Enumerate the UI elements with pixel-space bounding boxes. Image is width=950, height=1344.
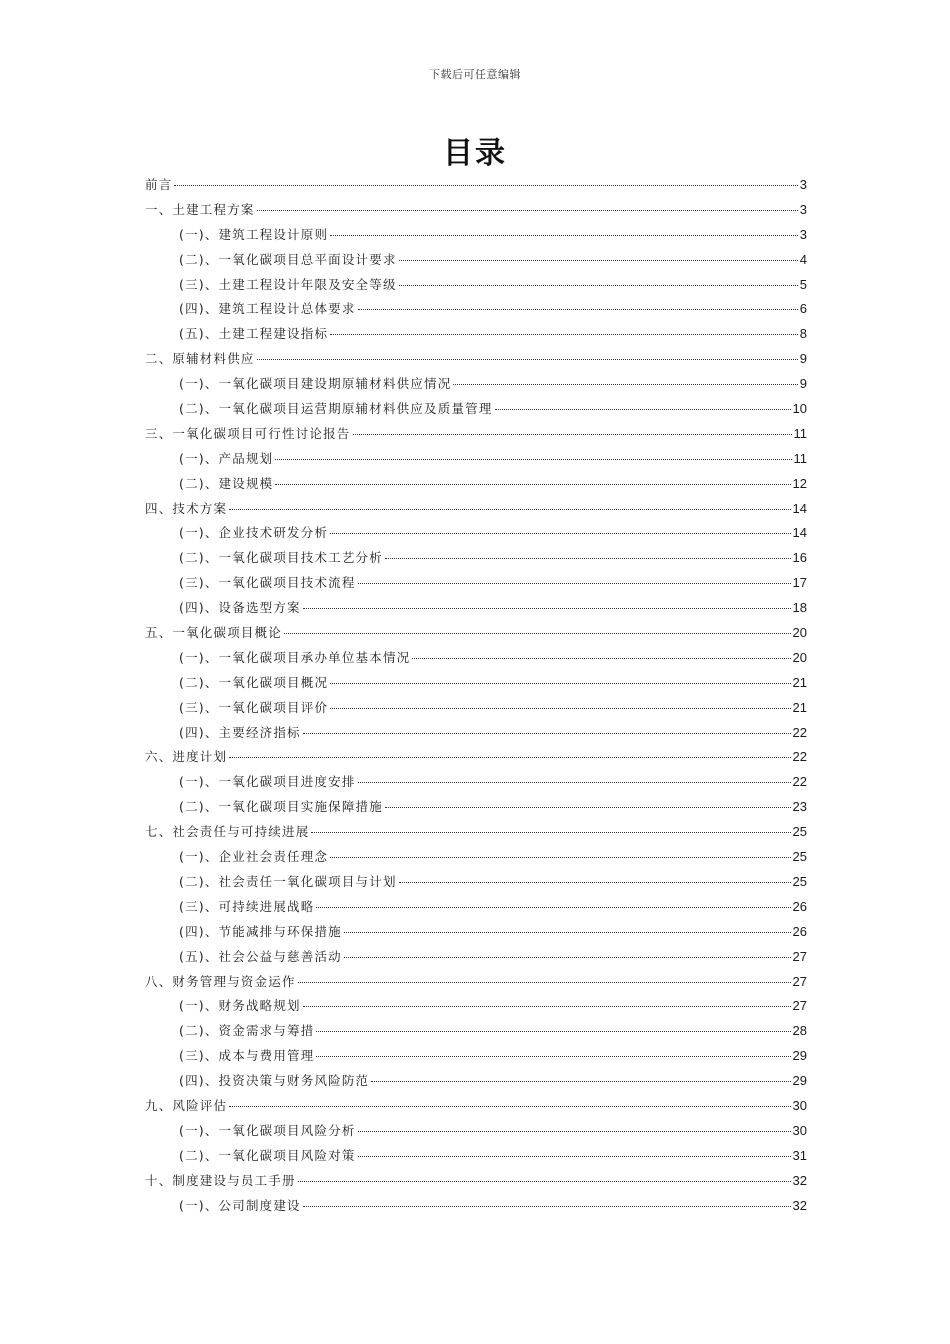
toc-entry-page: 14 [792, 500, 807, 516]
toc-entry-label: (三)、可持续进展战略 [179, 898, 315, 914]
toc-entry[interactable] [145, 996, 807, 1021]
toc-entry-label: (二)、一氧化碳项目概况 [179, 674, 329, 690]
toc-entry-page: 25 [792, 873, 807, 889]
toc-entry[interactable] [145, 349, 807, 374]
toc-entry-page: 4 [799, 251, 807, 267]
dot-leader [358, 1156, 791, 1157]
dot-leader [316, 1031, 790, 1032]
toc-entry-label: (二)、一氧化碳项目技术工艺分析 [179, 550, 383, 566]
toc-entry[interactable] [145, 747, 807, 772]
toc-entry-label: (三)、成本与费用管理 [179, 1048, 315, 1064]
toc-entry[interactable] [145, 822, 807, 847]
dot-leader [385, 558, 791, 559]
toc-entry-label: 九、风险评估 [145, 1097, 228, 1113]
toc-entry[interactable] [145, 474, 807, 499]
toc-entry[interactable] [145, 324, 807, 349]
toc-entry-label: (一)、产品规划 [179, 450, 274, 466]
table-of-contents [145, 175, 807, 1220]
dot-leader [229, 757, 790, 758]
toc-entry-label: (四)、主要经济指标 [179, 724, 301, 740]
toc-entry[interactable] [145, 698, 807, 723]
toc-entry-page: 30 [792, 1097, 807, 1113]
toc-entry[interactable] [145, 1071, 807, 1096]
dot-leader [284, 633, 791, 634]
dot-leader [330, 683, 790, 684]
toc-entry-page: 12 [792, 475, 807, 491]
toc-entry-label: (一)、财务战略规划 [179, 998, 301, 1014]
toc-entry[interactable] [145, 175, 807, 200]
toc-entry-label: (五)、土建工程建设指标 [179, 326, 329, 342]
toc-entry-label: (二)、一氧化碳项目实施保障措施 [179, 799, 383, 815]
toc-entry-label: (四)、建筑工程设计总体要求 [179, 301, 356, 317]
toc-entry[interactable] [145, 1046, 807, 1071]
toc-entry-label: 五、一氧化碳项目概论 [145, 625, 283, 641]
toc-entry-page: 5 [799, 276, 807, 292]
dot-leader [399, 260, 798, 261]
toc-entry-page: 27 [792, 973, 807, 989]
toc-entry-label: 三、一氧化碳项目可行性讨论报告 [145, 425, 351, 441]
toc-entry[interactable] [145, 648, 807, 673]
toc-entry[interactable] [145, 772, 807, 797]
toc-entry-page: 11 [793, 425, 807, 441]
toc-entry[interactable] [145, 200, 807, 225]
dot-leader [330, 857, 790, 858]
toc-entry-page: 28 [792, 1023, 807, 1039]
dot-leader [298, 1181, 791, 1182]
dot-leader [229, 509, 790, 510]
toc-entry[interactable] [145, 275, 807, 300]
toc-entry-page: 26 [792, 898, 807, 914]
dot-leader [257, 359, 798, 360]
toc-entry-page: 3 [799, 226, 807, 242]
toc-entry[interactable] [145, 449, 807, 474]
toc-entry[interactable] [145, 573, 807, 598]
toc-entry[interactable] [145, 299, 807, 324]
toc-entry[interactable] [145, 1096, 807, 1121]
toc-entry[interactable] [145, 225, 807, 250]
toc-entry-page: 22 [792, 774, 807, 790]
dot-leader [311, 832, 790, 833]
toc-entry-page: 8 [799, 326, 807, 342]
toc-entry-label: (三)、土建工程设计年限及安全等级 [179, 276, 397, 292]
dot-leader [495, 409, 791, 410]
toc-entry-label: (五)、社会公益与慈善活动 [179, 948, 342, 964]
toc-entry[interactable] [145, 399, 807, 424]
toc-entry[interactable] [145, 972, 807, 997]
toc-entry[interactable] [145, 947, 807, 972]
toc-entry-page: 29 [792, 1073, 807, 1089]
toc-entry-label: (四)、设备选型方案 [179, 600, 301, 616]
dot-leader [453, 384, 797, 385]
toc-entry[interactable] [145, 598, 807, 623]
toc-entry[interactable] [145, 1171, 807, 1196]
toc-entry[interactable] [145, 797, 807, 822]
toc-entry-page: 3 [799, 177, 807, 192]
toc-entry-label: (一)、企业技术研发分析 [179, 525, 329, 541]
dot-leader [358, 782, 791, 783]
toc-entry-page: 6 [799, 301, 807, 317]
toc-entry-page: 32 [792, 1197, 807, 1213]
toc-entry-label: 前言 [145, 177, 173, 192]
toc-entry-page: 20 [792, 649, 807, 665]
toc-entry-label: (一)、企业社会责任理念 [179, 849, 329, 865]
dot-leader [316, 907, 790, 908]
dot-leader [229, 1106, 790, 1107]
toc-entry-page: 23 [792, 799, 807, 815]
dot-leader [174, 185, 797, 186]
toc-entry-label: (四)、投资决策与财务风险防范 [179, 1073, 370, 1089]
toc-entry-page: 21 [792, 674, 807, 690]
toc-entry-page: 16 [792, 550, 807, 566]
toc-entry-label: (一)、一氧化碳项目承办单位基本情况 [179, 649, 411, 665]
toc-entry-label: (一)、一氧化碳项目进度安排 [179, 774, 356, 790]
toc-entry[interactable] [145, 1196, 807, 1221]
toc-entry-page: 31 [792, 1147, 807, 1163]
toc-entry-label: (二)、建设规模 [179, 475, 274, 491]
dot-leader [330, 235, 798, 236]
dot-leader [371, 1081, 790, 1082]
toc-entry-page: 30 [792, 1122, 807, 1138]
dot-leader [330, 533, 790, 534]
toc-entry[interactable] [145, 523, 807, 548]
dot-leader [275, 459, 791, 460]
dot-leader [330, 334, 798, 335]
toc-entry-label: 七、社会责任与可持续进展 [145, 824, 310, 840]
toc-entry[interactable] [145, 250, 807, 275]
toc-entry-page: 17 [792, 575, 807, 591]
toc-entry[interactable] [145, 623, 807, 648]
dot-leader [358, 583, 791, 584]
toc-entry[interactable] [145, 723, 807, 748]
dot-leader [399, 285, 798, 286]
toc-entry[interactable] [145, 673, 807, 698]
toc-entry-page: 26 [792, 923, 807, 939]
toc-entry-label: (二)、一氧化碳项目总平面设计要求 [179, 251, 397, 267]
page-title: 目录 [443, 136, 507, 171]
toc-entry[interactable] [145, 1021, 807, 1046]
toc-entry-page: 25 [792, 849, 807, 865]
page-header: 下载后可任意编辑 [429, 68, 521, 81]
toc-entry-label: (二)、社会责任一氧化碳项目与计划 [179, 873, 397, 889]
toc-entry-label: (二)、一氧化碳项目风险对策 [179, 1147, 356, 1163]
toc-entry[interactable] [145, 424, 807, 449]
toc-entry-page: 27 [792, 948, 807, 964]
dot-leader [275, 484, 790, 485]
toc-entry-label: (三)、一氧化碳项目技术流程 [179, 575, 356, 591]
dot-leader [344, 932, 791, 933]
toc-entry-page: 9 [799, 351, 807, 367]
toc-entry-label: 四、技术方案 [145, 500, 228, 516]
toc-entry-label: 六、进度计划 [145, 749, 228, 765]
toc-entry-label: (一)、一氧化碳项目建设期原辅材料供应情况 [179, 376, 452, 392]
toc-entry-page: 9 [799, 376, 807, 392]
toc-entry-page: 22 [792, 724, 807, 740]
dot-leader [399, 882, 791, 883]
toc-entry[interactable] [145, 897, 807, 922]
toc-entry-page: 14 [792, 525, 807, 541]
dot-leader [358, 1131, 791, 1132]
toc-entry[interactable] [145, 374, 807, 399]
toc-entry-label: (一)、公司制度建设 [179, 1197, 301, 1213]
toc-entry-page: 29 [792, 1048, 807, 1064]
toc-entry[interactable] [145, 847, 807, 872]
dot-leader [298, 982, 791, 983]
toc-entry-label: 十、制度建设与员工手册 [145, 1172, 296, 1188]
toc-entry-label: (三)、一氧化碳项目评价 [179, 699, 329, 715]
toc-entry-page: 27 [792, 998, 807, 1014]
toc-entry-label: 八、财务管理与资金运作 [145, 973, 296, 989]
toc-entry-page: 3 [799, 201, 807, 217]
toc-entry-label: (二)、一氧化碳项目运营期原辅材料供应及质量管理 [179, 401, 493, 417]
toc-entry-page: 20 [792, 625, 807, 641]
toc-entry[interactable] [145, 1121, 807, 1146]
toc-entry[interactable] [145, 872, 807, 897]
dot-leader [385, 807, 791, 808]
dot-leader [303, 608, 791, 609]
dot-leader [412, 658, 790, 659]
dot-leader [303, 733, 791, 734]
toc-entry[interactable] [145, 499, 807, 524]
toc-entry-page: 11 [793, 450, 807, 466]
toc-entry-label: (二)、资金需求与筹措 [179, 1023, 315, 1039]
toc-entry-label: (四)、节能减排与环保措施 [179, 923, 342, 939]
dot-leader [303, 1206, 791, 1207]
toc-entry[interactable] [145, 922, 807, 947]
toc-entry-label: (一)、建筑工程设计原则 [179, 226, 329, 242]
dot-leader [358, 309, 798, 310]
toc-entry-label: 一、土建工程方案 [145, 201, 255, 217]
toc-entry-label: (一)、一氧化碳项目风险分析 [179, 1122, 356, 1138]
toc-entry-label: 二、原辅材料供应 [145, 351, 255, 367]
toc-entry-page: 22 [792, 749, 807, 765]
toc-entry-page: 21 [792, 699, 807, 715]
toc-entry-page: 18 [792, 600, 807, 616]
dot-leader [303, 1006, 791, 1007]
toc-entry[interactable] [145, 548, 807, 573]
dot-leader [257, 210, 798, 211]
toc-entry-page: 32 [792, 1172, 807, 1188]
dot-leader [330, 708, 790, 709]
toc-entry[interactable] [145, 1146, 807, 1171]
dot-leader [316, 1056, 790, 1057]
dot-leader [353, 434, 792, 435]
toc-entry-page: 25 [792, 824, 807, 840]
toc-entry-page: 10 [792, 401, 807, 417]
dot-leader [344, 957, 791, 958]
